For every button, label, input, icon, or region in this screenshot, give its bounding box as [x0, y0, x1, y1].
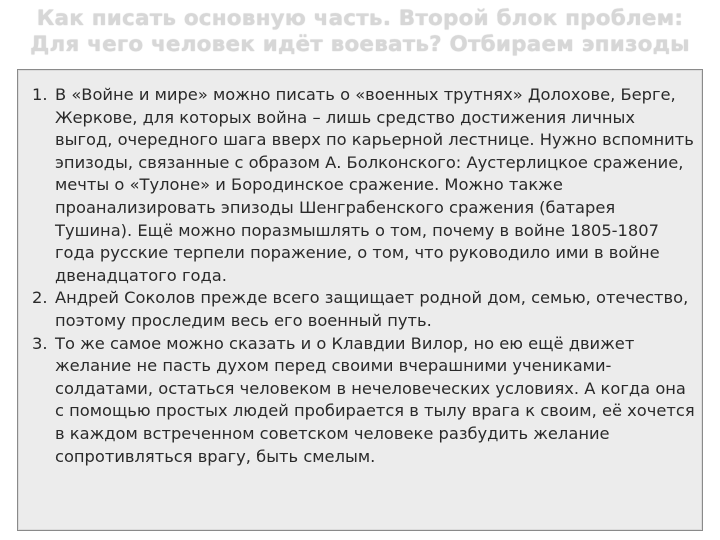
list-item-text: Андрей Соколов прежде всего защищает родной дом, семью, отечество, поэтому проследим весь его военный путь.: [55, 288, 689, 330]
slide-title: Как писать основную часть. Второй блок проблем: Для чего человек идёт воевать? Отбираем эпизоды: [30, 6, 690, 57]
content-box: [17, 69, 703, 531]
list-item: [32, 333, 696, 469]
list-item-number: 1.: [32, 85, 48, 104]
list-item: [32, 84, 696, 287]
list-item-number: 3.: [32, 333, 48, 353]
list-item-number: 2.: [32, 288, 48, 308]
list-item: [32, 287, 696, 332]
numbered-list: [32, 84, 696, 468]
list-item-text: То же самое можно сказать и о Клавдии Вилор, но ею ещё движет желание не пасть духом перед своими вчерашними учениками-солдатами, остаться человеком в нечеловеческих условиях. А когда она с помощью простых людей пробирается в тылу врага к своим, её хочется в каждом встреченном советском человеке разбудить желание сопротивляться врагу, быть смелым.: [55, 333, 695, 466]
list-item-text: В «Войне и мире» можно писать о «военных трутнях» Долохове, Берге, Жеркове, для которых война – лишь средство достижения личных выгод, очередного шага вверх по карьерной лестнице. Нужно вспомнить эпизоды, связанные с образом А. Болконского: Аустерлицкое сражение, мечты о «Тулоне» и Бородинское сражение. Можно также проанализировать эпизоды Шенграбенского сражения (батарея Тушина). Ещё можно поразмышлять о том, почему в войне 1805-1807 года русские терпели поражение, о том, что руководило ими в войне двенадцатого года.: [55, 85, 694, 285]
